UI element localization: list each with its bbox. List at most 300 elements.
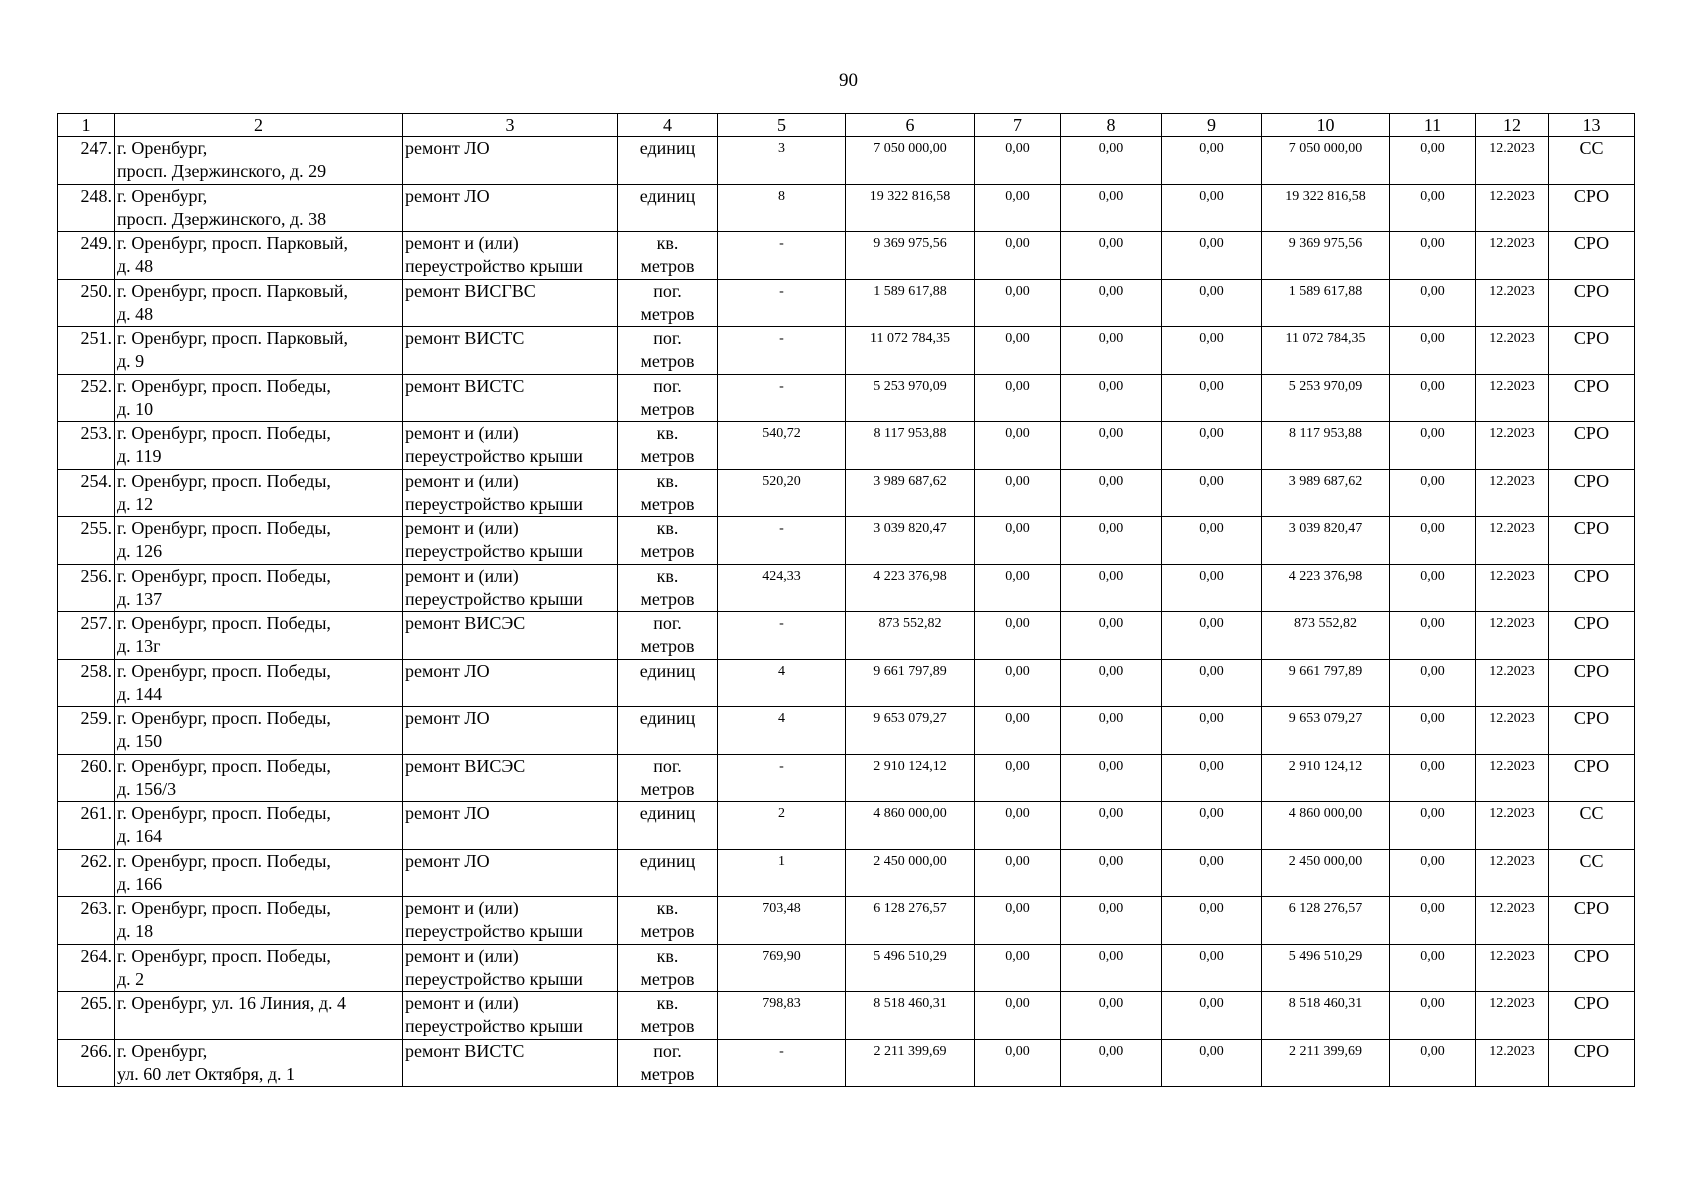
address-cell-line: г. Оренбург, [117,185,208,206]
column-header-9: 9 [1162,114,1262,137]
table-row [58,659,1635,707]
col12-date-cell: 12.2023 [1476,137,1549,185]
row-number-cell: 265. [58,992,115,1040]
address-cell [115,1039,403,1087]
column-header-4: 4 [618,114,718,137]
table-row [58,327,1635,375]
work-type-cell-line: переустройство крыши [405,1016,583,1036]
col7-cell: 0,00 [975,802,1061,850]
address-cell-line: г. Оренбург, просп. Победы, [117,423,331,443]
col10-cell: 873 552,82 [1262,612,1390,660]
col9-cell: 0,00 [1162,327,1262,375]
unit-cell-line: кв. [656,518,679,538]
col7-cell: 0,00 [975,232,1061,280]
col12-date-cell: 12.2023 [1476,469,1549,517]
col8-cell: 0,00 [1061,659,1162,707]
work-type-cell [403,849,618,897]
row-number-cell: 249. [58,232,115,280]
col10-cell: 3 989 687,62 [1262,469,1390,517]
unit-cell-line: кв. [656,233,679,253]
col12-date-cell: 12.2023 [1476,707,1549,755]
col7-cell: 0,00 [975,612,1061,660]
col9-cell: 0,00 [1162,1039,1262,1087]
address-cell-line: г. Оренбург, просп. Парковый, [117,233,349,253]
unit-cell-line: единиц [639,185,696,206]
address-cell-line: д. 156/3 [117,778,177,799]
unit-cell-line: единиц [639,660,696,681]
table-row [58,1039,1635,1087]
col12-date-cell: 12.2023 [1476,802,1549,850]
col6-total-cost-cell: 8 518 460,31 [846,992,975,1040]
col9-cell: 0,00 [1162,992,1262,1040]
col6-total-cost-cell: 5 253 970,09 [846,374,975,422]
column-header-6: 6 [846,114,975,137]
col10-cell: 9 369 975,56 [1262,232,1390,280]
unit-cell [618,137,718,185]
address-cell-line: д. 164 [117,826,163,846]
work-type-cell [403,564,618,612]
work-type-cell [403,279,618,327]
work-type-cell-line: переустройство крыши [405,256,583,276]
col6-total-cost-cell: 8 117 953,88 [846,422,975,470]
col5-volume-cell: - [718,279,846,327]
work-type-cell-line: ремонт ЛО [405,803,490,823]
col9-cell: 0,00 [1162,802,1262,850]
address-cell [115,564,403,612]
col12-date-cell: 12.2023 [1476,517,1549,565]
col10-cell: 9 661 797,89 [1262,659,1390,707]
col7-cell: 0,00 [975,707,1061,755]
row-number-cell: 263. [58,897,115,945]
work-type-cell [403,754,618,802]
row-number-cell: 266. [58,1039,115,1087]
col9-cell: 0,00 [1162,374,1262,422]
col6-total-cost-cell: 1 589 617,88 [846,279,975,327]
unit-cell-line: пог. [653,613,682,633]
unit-cell-line: кв. [656,993,679,1013]
address-cell-line: г. Оренбург, просп. Победы, [117,945,331,966]
unit-cell [618,659,718,707]
row-number-cell: 252. [58,374,115,422]
unit-cell [618,564,718,612]
column-header-1: 1 [58,114,115,137]
work-type-cell-line: ремонт ВИСТС [405,328,525,348]
work-type-cell [403,184,618,232]
col9-cell: 0,00 [1162,849,1262,897]
unit-cell [618,279,718,327]
col13-fund-cell: СРО [1549,469,1635,517]
unit-cell [618,707,718,755]
address-cell-line: д. 126 [117,541,163,561]
address-cell-line: г. Оренбург, просп. Победы, [117,708,331,728]
col10-cell: 6 128 276,57 [1262,897,1390,945]
address-cell-line: г. Оренбург, просп. Парковый, [117,328,349,348]
col9-cell: 0,00 [1162,564,1262,612]
work-type-cell-line: переустройство крыши [405,541,583,561]
col10-cell: 2 910 124,12 [1262,754,1390,802]
col8-cell: 0,00 [1061,279,1162,327]
address-cell-line: просп. Дзержинского, д. 29 [117,161,327,181]
address-cell-line: г. Оренбург, [117,138,208,158]
col6-total-cost-cell: 9 369 975,56 [846,232,975,280]
col10-cell: 19 322 816,58 [1262,184,1390,232]
address-cell [115,612,403,660]
col12-date-cell: 12.2023 [1476,897,1549,945]
table-row [58,612,1635,660]
col7-cell: 0,00 [975,469,1061,517]
col12-date-cell: 12.2023 [1476,184,1549,232]
address-cell [115,802,403,850]
col13-fund-cell: СРО [1549,517,1635,565]
col9-cell: 0,00 [1162,944,1262,992]
work-type-cell [403,232,618,280]
row-number-cell: 257. [58,612,115,660]
col6-total-cost-cell: 3 989 687,62 [846,469,975,517]
col11-cell: 0,00 [1390,374,1476,422]
table-row [58,802,1635,850]
address-cell [115,992,403,1040]
col9-cell: 0,00 [1162,707,1262,755]
work-type-cell-line: ремонт и (или) [405,945,519,966]
table-row [58,232,1635,280]
col12-date-cell: 12.2023 [1476,992,1549,1040]
address-cell-line: д. 13г [117,636,161,656]
col5-volume-cell: - [718,232,846,280]
col11-cell: 0,00 [1390,517,1476,565]
work-type-cell [403,707,618,755]
col7-cell: 0,00 [975,564,1061,612]
column-header-2: 2 [115,114,403,137]
col5-volume-cell: 540,72 [718,422,846,470]
unit-cell-line: пог. [653,280,682,301]
table-body [58,137,1635,1087]
address-cell-line: просп. Дзержинского, д. 38 [117,208,327,229]
col6-total-cost-cell: 6 128 276,57 [846,897,975,945]
address-cell [115,232,403,280]
col9-cell: 0,00 [1162,137,1262,185]
work-type-cell-line: ремонт ВИСГВС [405,280,536,301]
col10-cell: 2 450 000,00 [1262,849,1390,897]
address-cell-line: г. Оренбург, просп. Победы, [117,755,331,776]
col5-volume-cell: - [718,327,846,375]
col12-date-cell: 12.2023 [1476,612,1549,660]
work-type-cell-line: переустройство крыши [405,588,583,609]
col7-cell: 0,00 [975,517,1061,565]
table-row [58,374,1635,422]
unit-cell [618,612,718,660]
col9-cell: 0,00 [1162,517,1262,565]
col13-fund-cell: СРО [1549,992,1635,1040]
col9-cell: 0,00 [1162,232,1262,280]
col11-cell: 0,00 [1390,422,1476,470]
col8-cell: 0,00 [1061,374,1162,422]
col6-total-cost-cell: 2 910 124,12 [846,754,975,802]
col9-cell: 0,00 [1162,184,1262,232]
work-type-cell-line: переустройство крыши [405,493,583,514]
unit-cell-line: метров [640,541,695,561]
work-type-cell-line: ремонт и (или) [405,470,519,491]
col12-date-cell: 12.2023 [1476,564,1549,612]
col12-date-cell: 12.2023 [1476,944,1549,992]
unit-cell [618,232,718,280]
col5-volume-cell: - [718,754,846,802]
row-number-cell: 258. [58,659,115,707]
work-type-cell [403,1039,618,1087]
unit-cell-line: единиц [639,850,696,871]
table-row [58,897,1635,945]
col6-total-cost-cell: 2 450 000,00 [846,849,975,897]
unit-cell-line: кв. [656,898,679,918]
col9-cell: 0,00 [1162,469,1262,517]
address-cell-line: г. Оренбург, просп. Победы, [117,850,331,871]
col6-total-cost-cell: 3 039 820,47 [846,517,975,565]
row-number-cell: 259. [58,707,115,755]
unit-cell [618,184,718,232]
column-header-11: 11 [1390,114,1476,137]
col11-cell: 0,00 [1390,612,1476,660]
row-number-cell: 247. [58,137,115,185]
col7-cell: 0,00 [975,849,1061,897]
work-type-cell [403,659,618,707]
col8-cell: 0,00 [1061,327,1162,375]
row-number-cell: 260. [58,754,115,802]
col11-cell: 0,00 [1390,232,1476,280]
table-row [58,184,1635,232]
column-header-5: 5 [718,114,846,137]
col11-cell: 0,00 [1390,944,1476,992]
table-row [58,707,1635,755]
table-row [58,137,1635,185]
col8-cell: 0,00 [1061,517,1162,565]
col13-fund-cell: СРО [1549,659,1635,707]
address-cell-line: г. Оренбург, просп. Победы, [117,470,331,491]
col11-cell: 0,00 [1390,1039,1476,1087]
col13-fund-cell: СРО [1549,612,1635,660]
table-row [58,944,1635,992]
address-cell [115,517,403,565]
unit-cell-line: пог. [653,375,682,396]
unit-cell-line: метров [640,303,695,324]
unit-cell-line: единиц [639,803,696,823]
col10-cell: 1 589 617,88 [1262,279,1390,327]
address-cell-line: ул. 60 лет Октября, д. 1 [117,1063,296,1084]
col10-cell: 9 653 079,27 [1262,707,1390,755]
table-row [58,992,1635,1040]
col13-fund-cell: СРО [1549,564,1635,612]
col12-date-cell: 12.2023 [1476,849,1549,897]
address-cell [115,849,403,897]
address-cell [115,659,403,707]
address-cell [115,184,403,232]
address-cell-line: д. 150 [117,731,163,751]
work-type-cell-line: ремонт ВИСЭС [405,755,526,776]
col13-fund-cell: СРО [1549,422,1635,470]
col13-fund-cell: СРО [1549,232,1635,280]
col13-fund-cell: СРО [1549,1039,1635,1087]
table-row [58,279,1635,327]
unit-cell-line: метров [640,446,695,466]
col9-cell: 0,00 [1162,422,1262,470]
unit-cell-line: метров [640,636,695,656]
address-cell [115,374,403,422]
address-cell [115,754,403,802]
col6-total-cost-cell: 9 653 079,27 [846,707,975,755]
col8-cell: 0,00 [1061,992,1162,1040]
column-header-7: 7 [975,114,1061,137]
col9-cell: 0,00 [1162,897,1262,945]
col11-cell: 0,00 [1390,327,1476,375]
row-number-cell: 254. [58,469,115,517]
address-cell-line: д. 166 [117,873,163,894]
col5-volume-cell: - [718,612,846,660]
col11-cell: 0,00 [1390,279,1476,327]
col11-cell: 0,00 [1390,137,1476,185]
unit-cell [618,897,718,945]
col8-cell: 0,00 [1061,754,1162,802]
address-cell-line: д. 10 [117,398,154,419]
col5-volume-cell: 520,20 [718,469,846,517]
col11-cell: 0,00 [1390,897,1476,945]
work-type-cell [403,469,618,517]
col13-fund-cell: СРО [1549,279,1635,327]
row-number-cell: 256. [58,564,115,612]
unit-cell [618,469,718,517]
work-type-cell-line: переустройство крыши [405,968,583,989]
row-number-cell: 255. [58,517,115,565]
address-cell-line: г. Оренбург, просп. Победы, [117,803,331,823]
address-cell [115,897,403,945]
col8-cell: 0,00 [1061,1039,1162,1087]
col11-cell: 0,00 [1390,992,1476,1040]
col13-fund-cell: СРО [1549,944,1635,992]
col10-cell: 5 496 510,29 [1262,944,1390,992]
col7-cell: 0,00 [975,137,1061,185]
column-header-8: 8 [1061,114,1162,137]
col13-fund-cell: СС [1549,137,1635,185]
column-header-3: 3 [403,114,618,137]
address-cell-line: д. 144 [117,683,163,704]
table-row [58,469,1635,517]
unit-cell-line: метров [640,398,695,419]
col5-volume-cell: - [718,517,846,565]
address-cell-line: д. 48 [117,256,154,276]
unit-cell-line: единиц [639,708,696,728]
table-row [58,849,1635,897]
page-number: 90 [839,70,858,91]
address-cell [115,327,403,375]
work-type-cell-line: ремонт ЛО [405,660,490,681]
col11-cell: 0,00 [1390,707,1476,755]
unit-cell [618,849,718,897]
address-cell-line: г. Оренбург, просп. Победы, [117,613,331,633]
address-cell-line: г. Оренбург, ул. 16 Линия, д. 4 [117,993,347,1013]
unit-cell-line: кв. [656,470,679,491]
address-cell-line: д. 18 [117,921,154,941]
col5-volume-cell: 798,83 [718,992,846,1040]
col5-volume-cell: 703,48 [718,897,846,945]
col5-volume-cell: 8 [718,184,846,232]
work-type-cell [403,612,618,660]
col13-fund-cell: СРО [1549,754,1635,802]
col10-cell: 3 039 820,47 [1262,517,1390,565]
col13-fund-cell: СРО [1549,327,1635,375]
unit-cell-line: кв. [656,565,679,586]
col8-cell: 0,00 [1061,469,1162,517]
work-type-cell-line: ремонт и (или) [405,518,519,538]
col7-cell: 0,00 [975,659,1061,707]
col7-cell: 0,00 [975,279,1061,327]
col8-cell: 0,00 [1061,137,1162,185]
col5-volume-cell: 4 [718,659,846,707]
unit-cell-line: метров [640,351,695,371]
col10-cell: 2 211 399,69 [1262,1039,1390,1087]
work-type-cell [403,897,618,945]
col5-volume-cell: - [718,374,846,422]
address-cell-line: г. Оренбург, просп. Парковый, [117,280,349,301]
table-row [58,422,1635,470]
col8-cell: 0,00 [1061,232,1162,280]
col12-date-cell: 12.2023 [1476,279,1549,327]
column-header-12: 12 [1476,114,1549,137]
work-type-cell [403,327,618,375]
address-cell-line: д. 2 [117,968,145,989]
work-type-cell-line: ремонт ВИСЭС [405,613,526,633]
unit-cell-line: единиц [639,138,696,158]
col11-cell: 0,00 [1390,184,1476,232]
address-cell-line: г. Оренбург, просп. Победы, [117,375,331,396]
col9-cell: 0,00 [1162,754,1262,802]
table-row [58,517,1635,565]
col12-date-cell: 12.2023 [1476,374,1549,422]
header-row [58,114,1635,137]
column-header-10: 10 [1262,114,1390,137]
unit-cell-line: метров [640,778,695,799]
address-cell-line: д. 12 [117,493,154,514]
col8-cell: 0,00 [1061,612,1162,660]
address-cell [115,137,403,185]
work-type-cell-line: ремонт и (или) [405,233,519,253]
unit-cell-line: метров [640,588,695,609]
work-type-cell-line: ремонт ВИСТС [405,1040,525,1061]
col7-cell: 0,00 [975,184,1061,232]
col12-date-cell: 12.2023 [1476,1039,1549,1087]
unit-cell-line: пог. [653,1040,682,1061]
work-type-cell-line: ремонт и (или) [405,423,519,443]
col13-fund-cell: СС [1549,802,1635,850]
col13-fund-cell: СРО [1549,184,1635,232]
unit-cell [618,754,718,802]
work-type-cell [403,992,618,1040]
address-cell-line: д. 137 [117,588,163,609]
address-cell [115,469,403,517]
unit-cell [618,1039,718,1087]
col10-cell: 11 072 784,35 [1262,327,1390,375]
work-type-cell [403,374,618,422]
unit-cell-line: кв. [656,945,679,966]
col13-fund-cell: СС [1549,849,1635,897]
row-number-cell: 264. [58,944,115,992]
work-type-cell-line: ремонт ЛО [405,850,490,871]
unit-cell-line: метров [640,256,695,276]
col7-cell: 0,00 [975,897,1061,945]
table-row [58,564,1635,612]
col6-total-cost-cell: 5 496 510,29 [846,944,975,992]
col9-cell: 0,00 [1162,612,1262,660]
col5-volume-cell: 769,90 [718,944,846,992]
col6-total-cost-cell: 4 860 000,00 [846,802,975,850]
unit-cell [618,517,718,565]
work-type-cell-line: ремонт и (или) [405,565,519,586]
